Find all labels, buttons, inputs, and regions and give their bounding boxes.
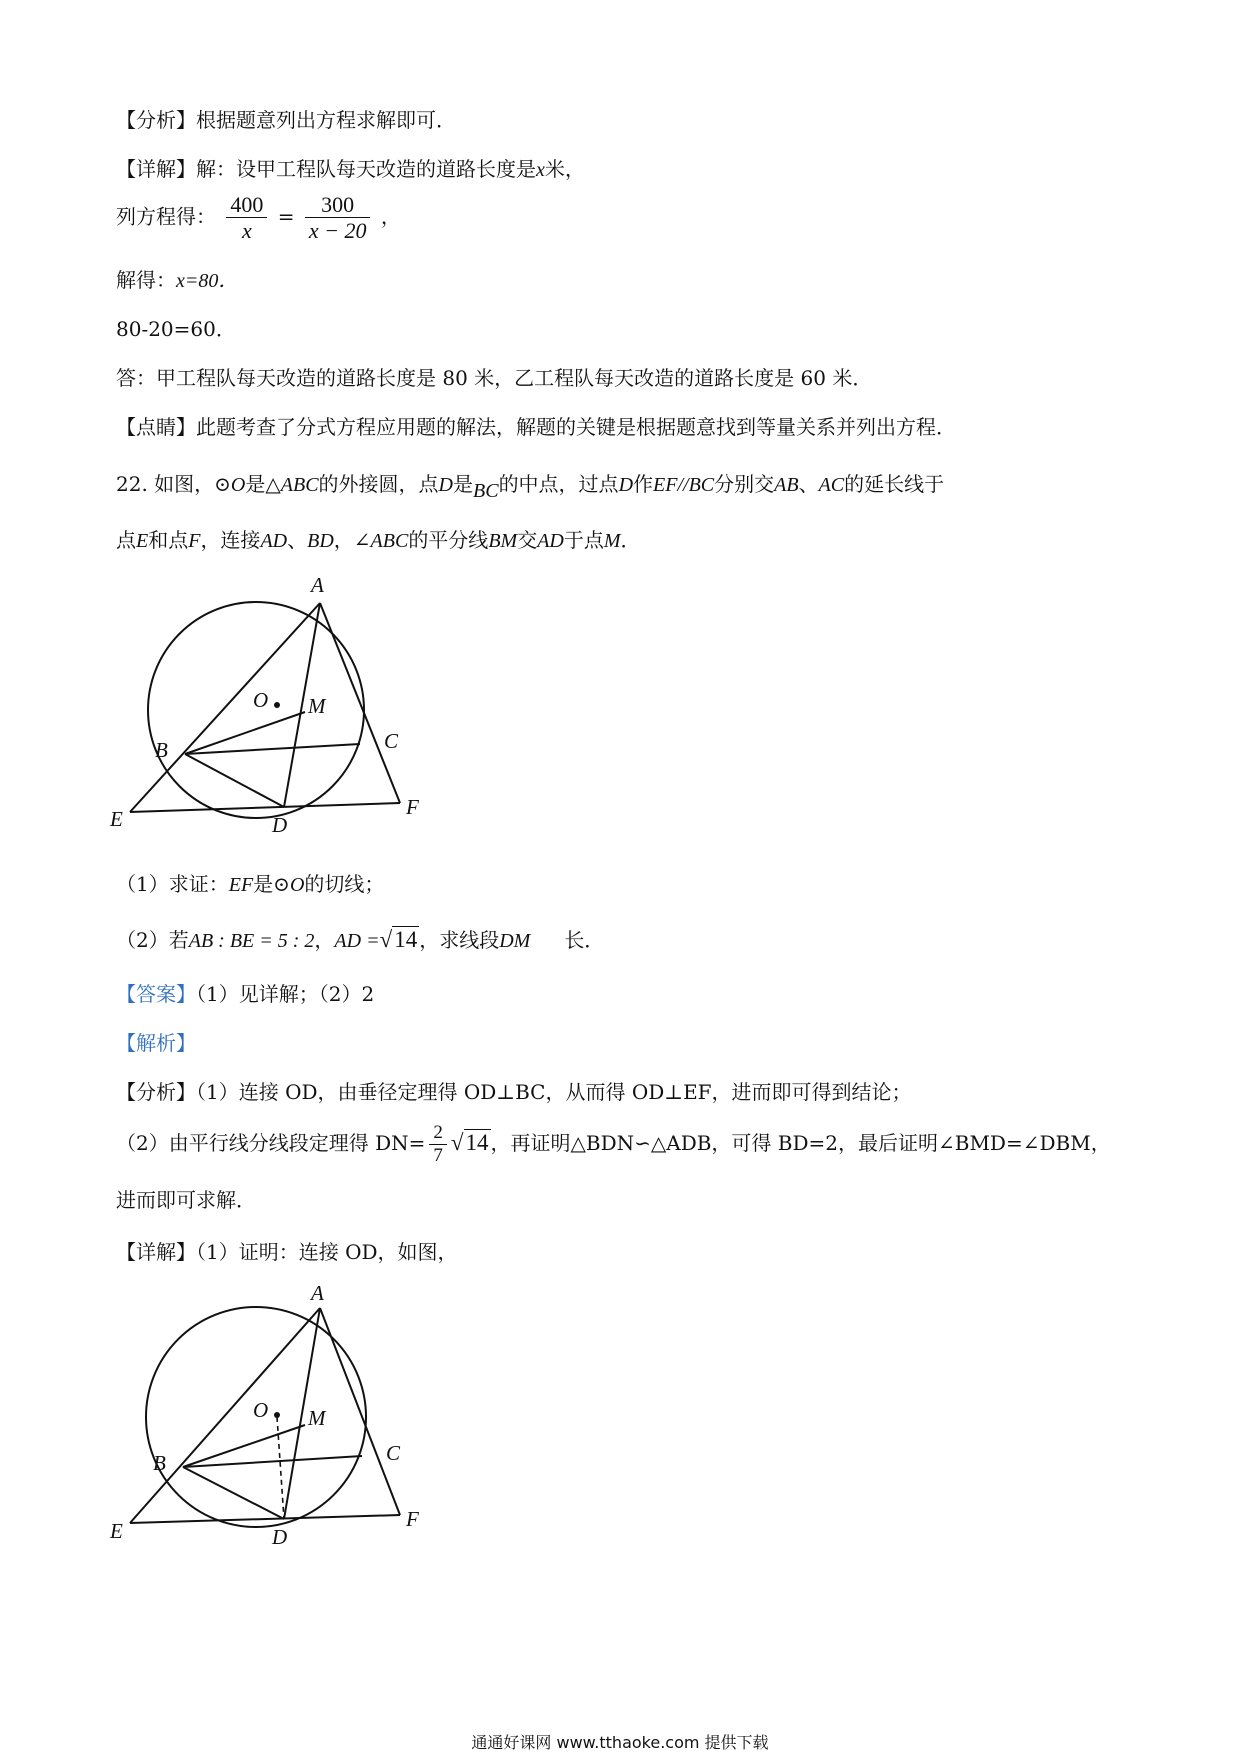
line-a-f [320,603,400,803]
text: 是⊙ [253,872,290,896]
jiexi-label: 【解析】 [116,1031,196,1055]
label-c: C [386,1441,401,1465]
detail-22: 【详解】（1）证明：连接 OD，如图， [116,1240,458,1264]
text: 的中点，过点 [498,472,619,496]
ad-equals: AD = [334,930,380,952]
angle-abc: ∠ABC [353,530,409,552]
text: （2）由平行线分线段定理得 DN= [116,1130,426,1155]
text: （1）求证： [116,872,229,896]
detail-var: x [536,159,545,181]
text: 长． [564,928,605,952]
geometry-figure-2 [100,1280,440,1560]
line-b-d [185,754,284,807]
frac2-numerator: 300 [305,192,371,218]
line-e-f [130,803,400,812]
solve-value: x=80． [176,270,239,292]
detail-unit: 米， [544,157,585,181]
denominator: 7 [433,1144,443,1166]
label-f: F [406,795,419,819]
geometry-figure-1 [100,570,440,840]
solve-line [116,268,238,293]
numerator: 2 [429,1122,447,1145]
frac1-denominator: x [241,218,252,244]
text: 点 [116,528,136,552]
text: ， [333,528,354,552]
line-ac: AC [818,474,845,496]
ratio: AB : BE = 5 : 2 [188,930,315,952]
line-e-a [130,603,320,812]
problem-22-line-1 [116,472,945,502]
text: ，求线段 [419,928,500,952]
detail-intro: 【详解】解：设甲工程队每天改造的道路长度是 [116,157,536,181]
segment-bm: BM [488,530,518,552]
label-o: O [253,688,269,712]
label-c: C [384,729,399,753]
analysis-22-line-1: 【分析】（1）连接 OD，由垂径定理得 OD⊥BC，从而得 OD⊥EF，进而即可得到结论； [116,1080,912,1104]
equation-prefix: 列方程得： [116,204,216,229]
point-e: E [136,530,149,552]
question-2 [116,926,604,954]
frac1-numerator: 400 [226,192,267,218]
label-b: B [153,1451,166,1475]
text: 的延长线于 [844,472,945,496]
text: 是 [453,472,473,496]
arc-bc: BC [473,480,499,502]
point-d: D [438,474,453,496]
answer-text: （1）见详解；（2）2 [196,982,375,1006]
text: 的外接圆，点 [318,472,439,496]
analysis-22-line-2 [116,1122,1111,1167]
text: 交 [517,528,538,552]
solve-prefix: 解得： [116,268,176,292]
label-d: D [272,813,288,837]
calc-line: 80-20=60． [116,317,236,341]
label-b: B [155,738,168,762]
text: 的平分线 [408,528,489,552]
comment-line: 【点睛】此题考查了分式方程应用题的解法，解题的关键是根据题意找到等量关系并列出方程． [116,415,956,439]
text: 的切线； [304,872,385,896]
label-a: A [311,573,324,597]
label-o: O [253,1398,269,1422]
label-d: D [272,1525,288,1549]
label-m: M [308,1406,326,1430]
circle-o: O [289,874,305,896]
sqrt-14: √14 [379,927,418,952]
fraction-2-over-7 [429,1122,447,1167]
point-d: D [618,474,634,496]
text: 22. 如图，⊙ [116,472,231,496]
text: 、 [287,528,308,552]
text: ． [620,528,641,552]
text: 和点 [148,528,189,552]
point-m: M [603,530,621,552]
label-e: E [110,1519,123,1543]
text: （2）若 [116,928,189,952]
center-dot [274,1412,280,1418]
text: 于点 [563,528,604,552]
problem-22-line-2 [116,528,641,553]
circle-o: O [230,474,246,496]
segment-ad: AD [537,530,564,552]
center-dot [274,702,280,708]
fraction-300-over-x-20 [305,192,371,244]
question-1 [116,872,384,897]
answer-line: 答：甲工程队每天改造的道路长度是 80 米，乙工程队每天改造的道路长度是 60 米． [116,366,873,390]
triangle-abc: ABC [280,474,319,496]
footer: 通通好课网 www.tthaoke.com 提供下载 [471,1733,769,1752]
line-ab: AB [774,474,799,496]
equation-line [116,192,401,244]
text: 作 [633,472,654,496]
text: 分别交 [714,472,775,496]
fraction-400-over-x [226,192,267,244]
segment-bd: BD [307,530,334,552]
point-f: F [188,530,201,552]
sqrt-14: √14 [450,1129,489,1155]
detail-line [116,157,585,182]
answer-row [116,982,374,1006]
label-a: A [311,1281,324,1305]
line-ef-parallel-bc: EF//BC [653,474,715,496]
line-e-f [130,1515,400,1523]
text: 是△ [245,472,281,496]
label-f: F [406,1507,419,1531]
radicand: 14 [465,1129,489,1155]
equals-sign: = [277,204,295,229]
equation-suffix: ， [380,204,401,229]
radicand: 14 [394,927,418,952]
text: ，再证明△BDN∽△ADB，可得 BD=2，最后证明∠BMD=∠DBM， [490,1130,1111,1155]
frac2-denominator: x − 20 [308,218,367,244]
segment-ad: AD [260,530,288,552]
text: ， [314,928,335,952]
analysis-line: 【分析】根据题意列出方程求解即可． [116,108,456,132]
line-a-f [320,1308,400,1515]
segment-dm: DM [499,930,531,952]
analysis-22-line-3: 进而即可求解． [116,1188,256,1212]
label-m: M [308,694,326,718]
line-ef: EF [228,874,254,896]
answer-label: 【答案】 [116,982,196,1006]
text: 、 [798,472,819,496]
line-e-a [130,1308,320,1523]
label-e: E [110,807,123,831]
text: ，连接 [200,528,261,552]
